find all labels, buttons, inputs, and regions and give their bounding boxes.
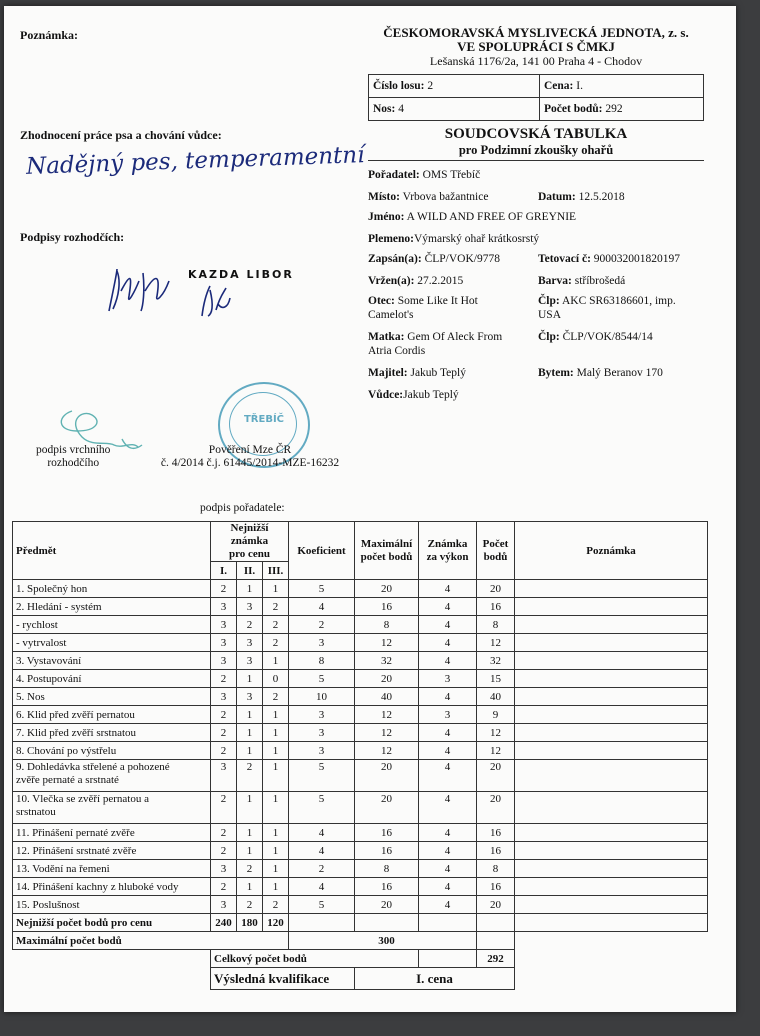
note-label: Poznámka:	[20, 28, 78, 42]
header-prize-2: II.	[237, 562, 263, 580]
lot-number-cell: Číslo losu: 2	[369, 75, 540, 98]
table-row: 14. Přinášení kachny z hluboké vody 2 1 1 4 16 4 16	[13, 878, 708, 896]
min-points-row: Nejnižší počet bodů pro cenu 240 180 120	[13, 914, 708, 932]
header-min-grade: Nejnižší známka pro cenu	[211, 522, 289, 562]
chief-judge-label: podpis vrchního rozhodčího	[36, 444, 111, 469]
organizer-field: Pořadatel: OMS Třebíč	[368, 169, 481, 181]
header-subject: Předmět	[13, 522, 211, 580]
table-row: 5. Nos 3 3 2 10 40 4 40	[13, 688, 708, 706]
prize-cell: Cena: I.	[540, 75, 704, 98]
sire-field: Otec: Some Like It Hot Camelot's	[368, 295, 478, 321]
table-row: 10. Vlečka se zvěří pernatou a srstnatou 2 1 1 5 20 4 20	[13, 792, 708, 824]
org-header	[366, 26, 706, 69]
table-row: 7. Klid před zvěří srstnatou 2 1 1 3 12 4 12	[13, 724, 708, 742]
table-row: - rychlost 3 2 2 2 8 4 8	[13, 616, 708, 634]
table-row: 12. Přinášení srstnaté zvěře 2 1 1 4 16 4 16	[13, 842, 708, 860]
header-points: Počet bodů	[477, 522, 515, 580]
max-points-row: Maximální počet bodů 300	[13, 932, 708, 950]
table-row: 15. Poslušnost 3 2 2 5 20 4 20	[13, 896, 708, 914]
lot-info-table	[368, 74, 704, 121]
name-field: Jméno: A WILD AND FREE OF GREYNIE	[368, 211, 577, 223]
breed-field: Plemeno:Výmarský ohař krátkosrstý	[368, 233, 540, 245]
header-max-points: Maximální počet bodů	[355, 522, 419, 580]
org-name: ČESKOMORAVSKÁ MYSLIVECKÁ JEDNOTA, z. s.	[383, 25, 689, 40]
evaluation-handwritten: Nadějný pes, temperamentní	[25, 142, 365, 180]
table-row: 2. Hledání - systém 3 3 2 4 16 4 16	[13, 598, 708, 616]
color-field: Barva: stříbrošedá	[538, 275, 626, 287]
points-cell: Počet bodů: 292	[540, 98, 704, 121]
handler-field: Vůdce:Jakub Teplý	[368, 389, 459, 401]
date-field: Datum: 12.5.2018	[538, 191, 625, 203]
title-main: SOUDCOVSKÁ TABULKA	[444, 126, 628, 142]
table-row: 4. Postupování 2 1 0 5 20 3 15	[13, 670, 708, 688]
table-row: 1. Společný hon 2 1 1 5 20 4 20	[13, 580, 708, 598]
header-grade: Známka za výkon	[419, 522, 477, 580]
evaluation-label: Zhodnocení práce psa a chování vůdce:	[20, 128, 222, 142]
table-row: 3. Vystavování 3 3 1 8 32 4 32	[13, 652, 708, 670]
judge-name-stamp: KAZDA LIBOR	[188, 268, 294, 281]
judge-table-title	[368, 126, 704, 161]
result-row: Výsledná kvalifikace I. cena	[13, 968, 708, 990]
official-stamp: TŘEBÍČ	[218, 382, 310, 468]
org-address: Lešanská 1176/2a, 141 00 Praha 4 - Chodov	[429, 54, 643, 68]
table-row: 13. Vodění na řemeni 3 2 1 2 8 4 8	[13, 860, 708, 878]
tattoo-field: Tetovací č: 900032001820197	[538, 253, 681, 265]
nose-cell: Nos: 4	[369, 98, 540, 121]
header-note: Poznámka	[515, 522, 708, 580]
total-points-row: Celkový počet bodů 292	[13, 950, 708, 968]
document-sheet	[4, 6, 736, 1012]
dam-field: Matka: Gem Of Aleck From Atria Cordis	[368, 331, 503, 357]
sire-registry-field: Člp: AKC SR63186601, imp. USA	[538, 295, 676, 321]
header-prize-3: III.	[263, 562, 289, 580]
title-sub: pro Podzimní zkoušky ohařů	[368, 143, 704, 161]
dam-registry-field: Člp: ČLP/VOK/8544/14	[538, 331, 653, 343]
owner-field: Majitel: Jakub Teplý	[368, 367, 466, 379]
scoring-table	[12, 521, 708, 990]
place-field: Místo: Vrbova bažantnice	[368, 191, 489, 203]
table-row: 6. Klid před zvěří pernatou 2 1 1 3 12 3 9	[13, 706, 708, 724]
table-row: 11. Přinášení pernaté zvěře 2 1 1 4 16 4 16	[13, 824, 708, 842]
residence-field: Bytem: Malý Beranov 170	[538, 367, 663, 379]
registered-field: Zapsán(a): ČLP/VOK/9778	[368, 253, 500, 265]
organizer-sign-label: podpis pořadatele:	[200, 502, 285, 514]
authorization-text: Pověření Mze ČR č. 4/2014 č.j. 61445/2014-MZE-16232	[160, 444, 340, 469]
table-row: 8. Chování po výstřelu 2 1 1 3 12 4 12	[13, 742, 708, 760]
table-row: 9. Dohledávka střelené a pohozené zvěře pernaté a srstnaté 3 2 1 5 20 4 20	[13, 760, 708, 792]
org-subtitle: VE SPOLUPRÁCI S ČMKJ	[457, 39, 615, 54]
table-row: - vytrvalost 3 3 2 3 12 4 12	[13, 634, 708, 652]
header-coefficient: Koeficient	[289, 522, 355, 580]
second-signature	[194, 280, 234, 320]
header-prize-1: I.	[211, 562, 237, 580]
born-field: Vržen(a): 27.2.2015	[368, 275, 464, 287]
judges-label: Podpisy rozhodčích:	[20, 230, 125, 244]
judge-signature	[99, 251, 199, 326]
